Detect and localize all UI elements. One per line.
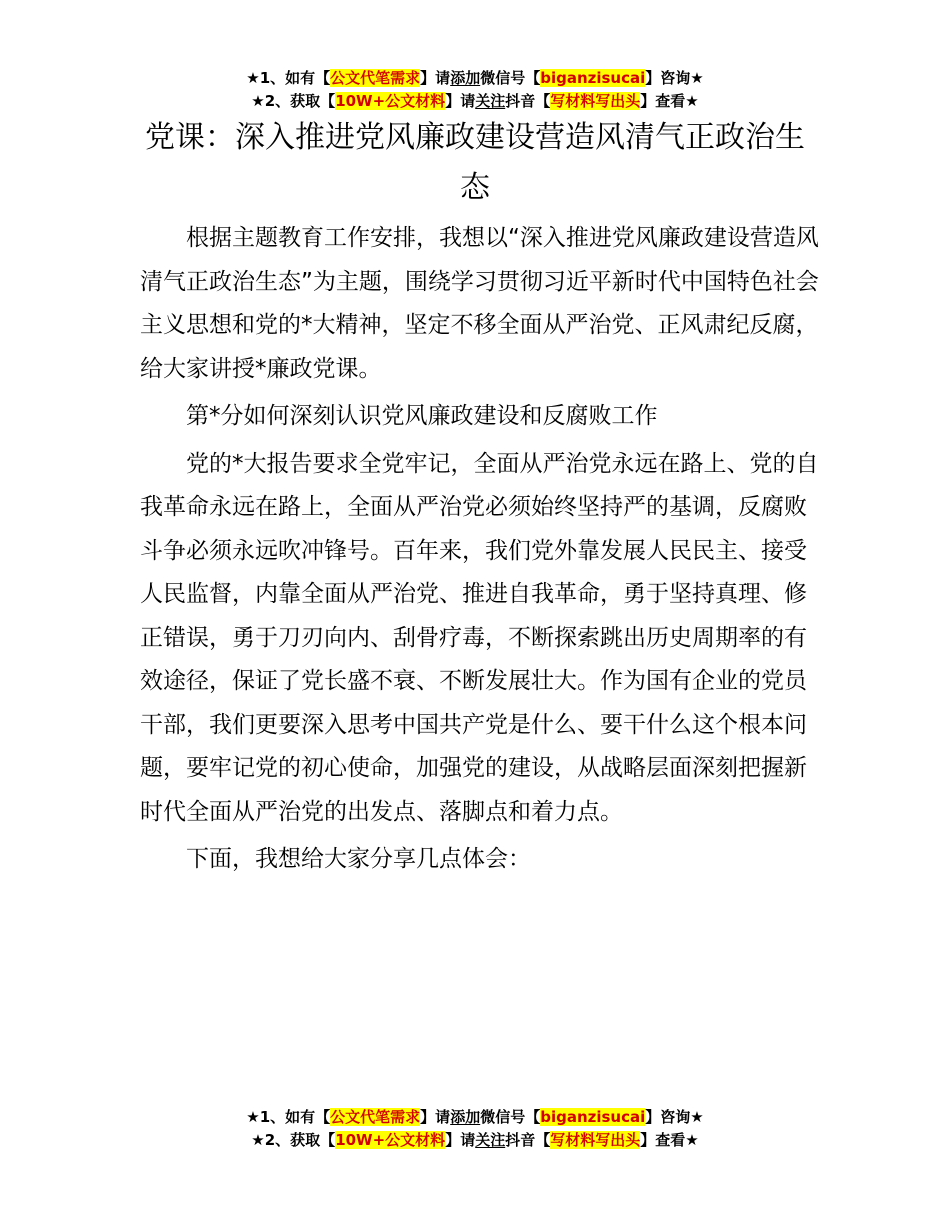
promo-underline-text: 添加 <box>450 69 481 87</box>
promo-douyin-name: 写材料写出头 <box>550 1131 641 1149</box>
promo-text: 】咨询★ <box>645 69 704 87</box>
promo-line-2 <box>0 90 950 113</box>
promo-line-2 <box>0 1129 950 1152</box>
paragraph-intro: 根据主题教育工作安排，我想以“深入推进党风廉政建设营造风清气正政治生态”为主题，围绕学习贯彻习近平新时代中国特色社会主义思想和党的*大精神，坚定不移全面从严治党、正风肃纪反腐，给大家讲授*廉政党课。 <box>140 225 819 382</box>
promo-text: 】咨询★ <box>645 1108 704 1126</box>
promo-text: 】请 <box>445 1131 476 1149</box>
promo-footer <box>0 1106 950 1152</box>
section-heading: 第*分如何深刻认识党风廉政建设和反腐败工作 <box>186 403 658 429</box>
promo-wechat-id: biganzisucai <box>540 69 646 87</box>
paragraph-body: 党的*大报告要求全党牢记，全面从严治党永远在路上、党的自我革命永远在路上，全面从严治党必须始终坚持严的基调，反腐败斗争必须永远吹冲锋号。百年来，我们党外靠发展人民民主、接受人民监督，内靠全面从严治党、推进自我革命，勇于坚持真理、修正错误，勇于刀刃向内、刮骨疗毒，不断探索跳出历史周期率的有效途径，保证了党长盛不衰、不断发展壮大。作为国有企业的党员干部，我们更要深入思考中国共产党是什么、要干什么这个根本问题，要牢记党的初心使命，加强党的建设，从战略层面深刻把握新时代全面从严治党的出发点、落脚点和着力点。 <box>140 450 819 825</box>
promo-highlight: 公文代笔需求 <box>330 69 421 87</box>
promo-highlight: 10W+公文材料 <box>335 1131 446 1149</box>
promo-text: ★1、如有【 <box>246 69 331 87</box>
promo-highlight: 公文代笔需求 <box>330 1108 421 1126</box>
promo-text: 微信号【 <box>480 69 541 87</box>
promo-text: ★2、获取【 <box>251 1131 336 1149</box>
promo-text: 抖音【 <box>505 1131 551 1149</box>
promo-underline-text: 关注 <box>475 92 506 110</box>
promo-douyin-name: 写材料写出头 <box>550 92 641 110</box>
document-title: 党课：深入推进党风廉政建设营造风清气正政治生态 <box>145 120 805 205</box>
promo-underline-text: 关注 <box>475 1131 506 1149</box>
promo-line-1 <box>0 67 950 90</box>
promo-text: 】请 <box>420 69 451 87</box>
promo-underline-text: 添加 <box>450 1108 481 1126</box>
promo-line-1 <box>0 1106 950 1129</box>
promo-text: 抖音【 <box>505 92 551 110</box>
promo-wechat-id: biganzisucai <box>540 1108 646 1126</box>
promo-text: 微信号【 <box>480 1108 541 1126</box>
promo-header <box>0 67 950 113</box>
document-body <box>140 217 820 882</box>
paragraph-transition: 下面，我想给大家分享几点体会： <box>186 846 531 872</box>
promo-text: 】查看★ <box>640 1131 699 1149</box>
promo-text: 】请 <box>420 1108 451 1126</box>
promo-text: ★1、如有【 <box>246 1108 331 1126</box>
promo-text: 】请 <box>445 92 476 110</box>
promo-highlight: 10W+公文材料 <box>335 92 446 110</box>
promo-text: ★2、获取【 <box>251 92 336 110</box>
promo-text: 】查看★ <box>640 92 699 110</box>
